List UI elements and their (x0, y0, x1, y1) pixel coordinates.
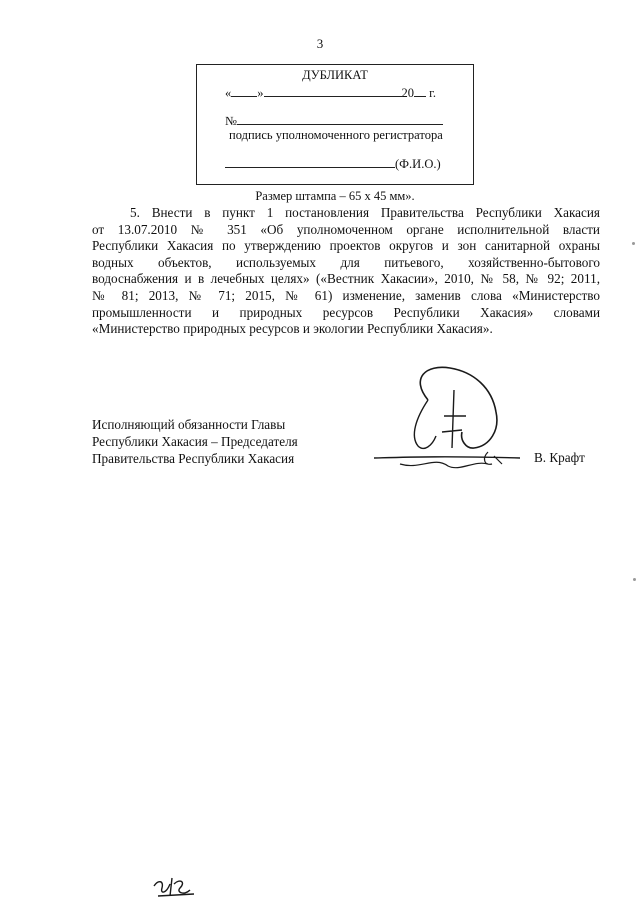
stamp-year-prefix: 20 (401, 86, 414, 100)
handwritten-signature (370, 360, 530, 480)
stamp-day-blank (231, 85, 257, 97)
paragraph-line: № 81; 2013, № 71; 2015, № 61) изменение, заменив слова «Министерство (92, 287, 600, 303)
stamp-month-blank (264, 85, 402, 97)
amendment-paragraph (92, 205, 600, 338)
signer-name: В. Крафт (534, 450, 585, 465)
page-number: 3 (316, 36, 324, 51)
stamp-fio-blank (225, 156, 395, 168)
stamp-number-line (225, 113, 443, 129)
paragraph-line: «Министерство природных ресурсов и экологии Республики Хакасия». (92, 321, 493, 337)
scan-speck (633, 578, 636, 581)
paragraph-line: промышленности и природных ресурсов Республики Хакасия» словами (92, 304, 600, 320)
stamp-fio-line (225, 156, 441, 172)
stamp-date-suffix: г. (429, 86, 436, 100)
signatory-title-line: Правительства Республики Хакасия (92, 451, 295, 466)
stamp-date-open-quote: « (225, 86, 232, 100)
stamp-number-sign: № (225, 114, 237, 128)
paragraph-line: Республики Хакасия по утверждению проектов округов и зон санитарной охраны (92, 238, 600, 254)
stamp-date-line (225, 85, 436, 101)
stamp-year-blank (414, 85, 426, 97)
paragraph-line: водных объектов, используемых для питьевого, хозяйственно-бытового (92, 254, 600, 270)
signatory-title-line: Республики Хакасия – Председателя (92, 434, 298, 449)
paragraph-line: от 13.07.2010 № 351 «Об уполномоченном органе исполнительной власти (92, 221, 600, 237)
stamp-signature-caption: подпись уполномоченного регистратора (229, 128, 443, 142)
paragraph-line: 5. Внести в пункт 1 постановления Правительства Республики Хакасия (130, 205, 600, 220)
signatory-title-line: Исполняющий обязанности Главы (92, 417, 286, 432)
stamp-number-blank (237, 113, 443, 125)
stamp-size-note: Размер штампа – 65 х 45 мм». (255, 189, 415, 203)
handwritten-margin-mark (150, 870, 198, 900)
signatory-title (92, 416, 298, 467)
duplicate-stamp (196, 64, 474, 185)
stamp-date-close-quote: » (257, 86, 264, 100)
stamp-title: ДУБЛИКАТ (302, 68, 368, 82)
paragraph-line: водоснабжения и в лечебных целях» («Вестник Хакасии», 2010, № 58, № 92; 2011, (92, 271, 600, 287)
scan-speck (632, 242, 635, 245)
stamp-fio-label: (Ф.И.О.) (395, 157, 441, 171)
